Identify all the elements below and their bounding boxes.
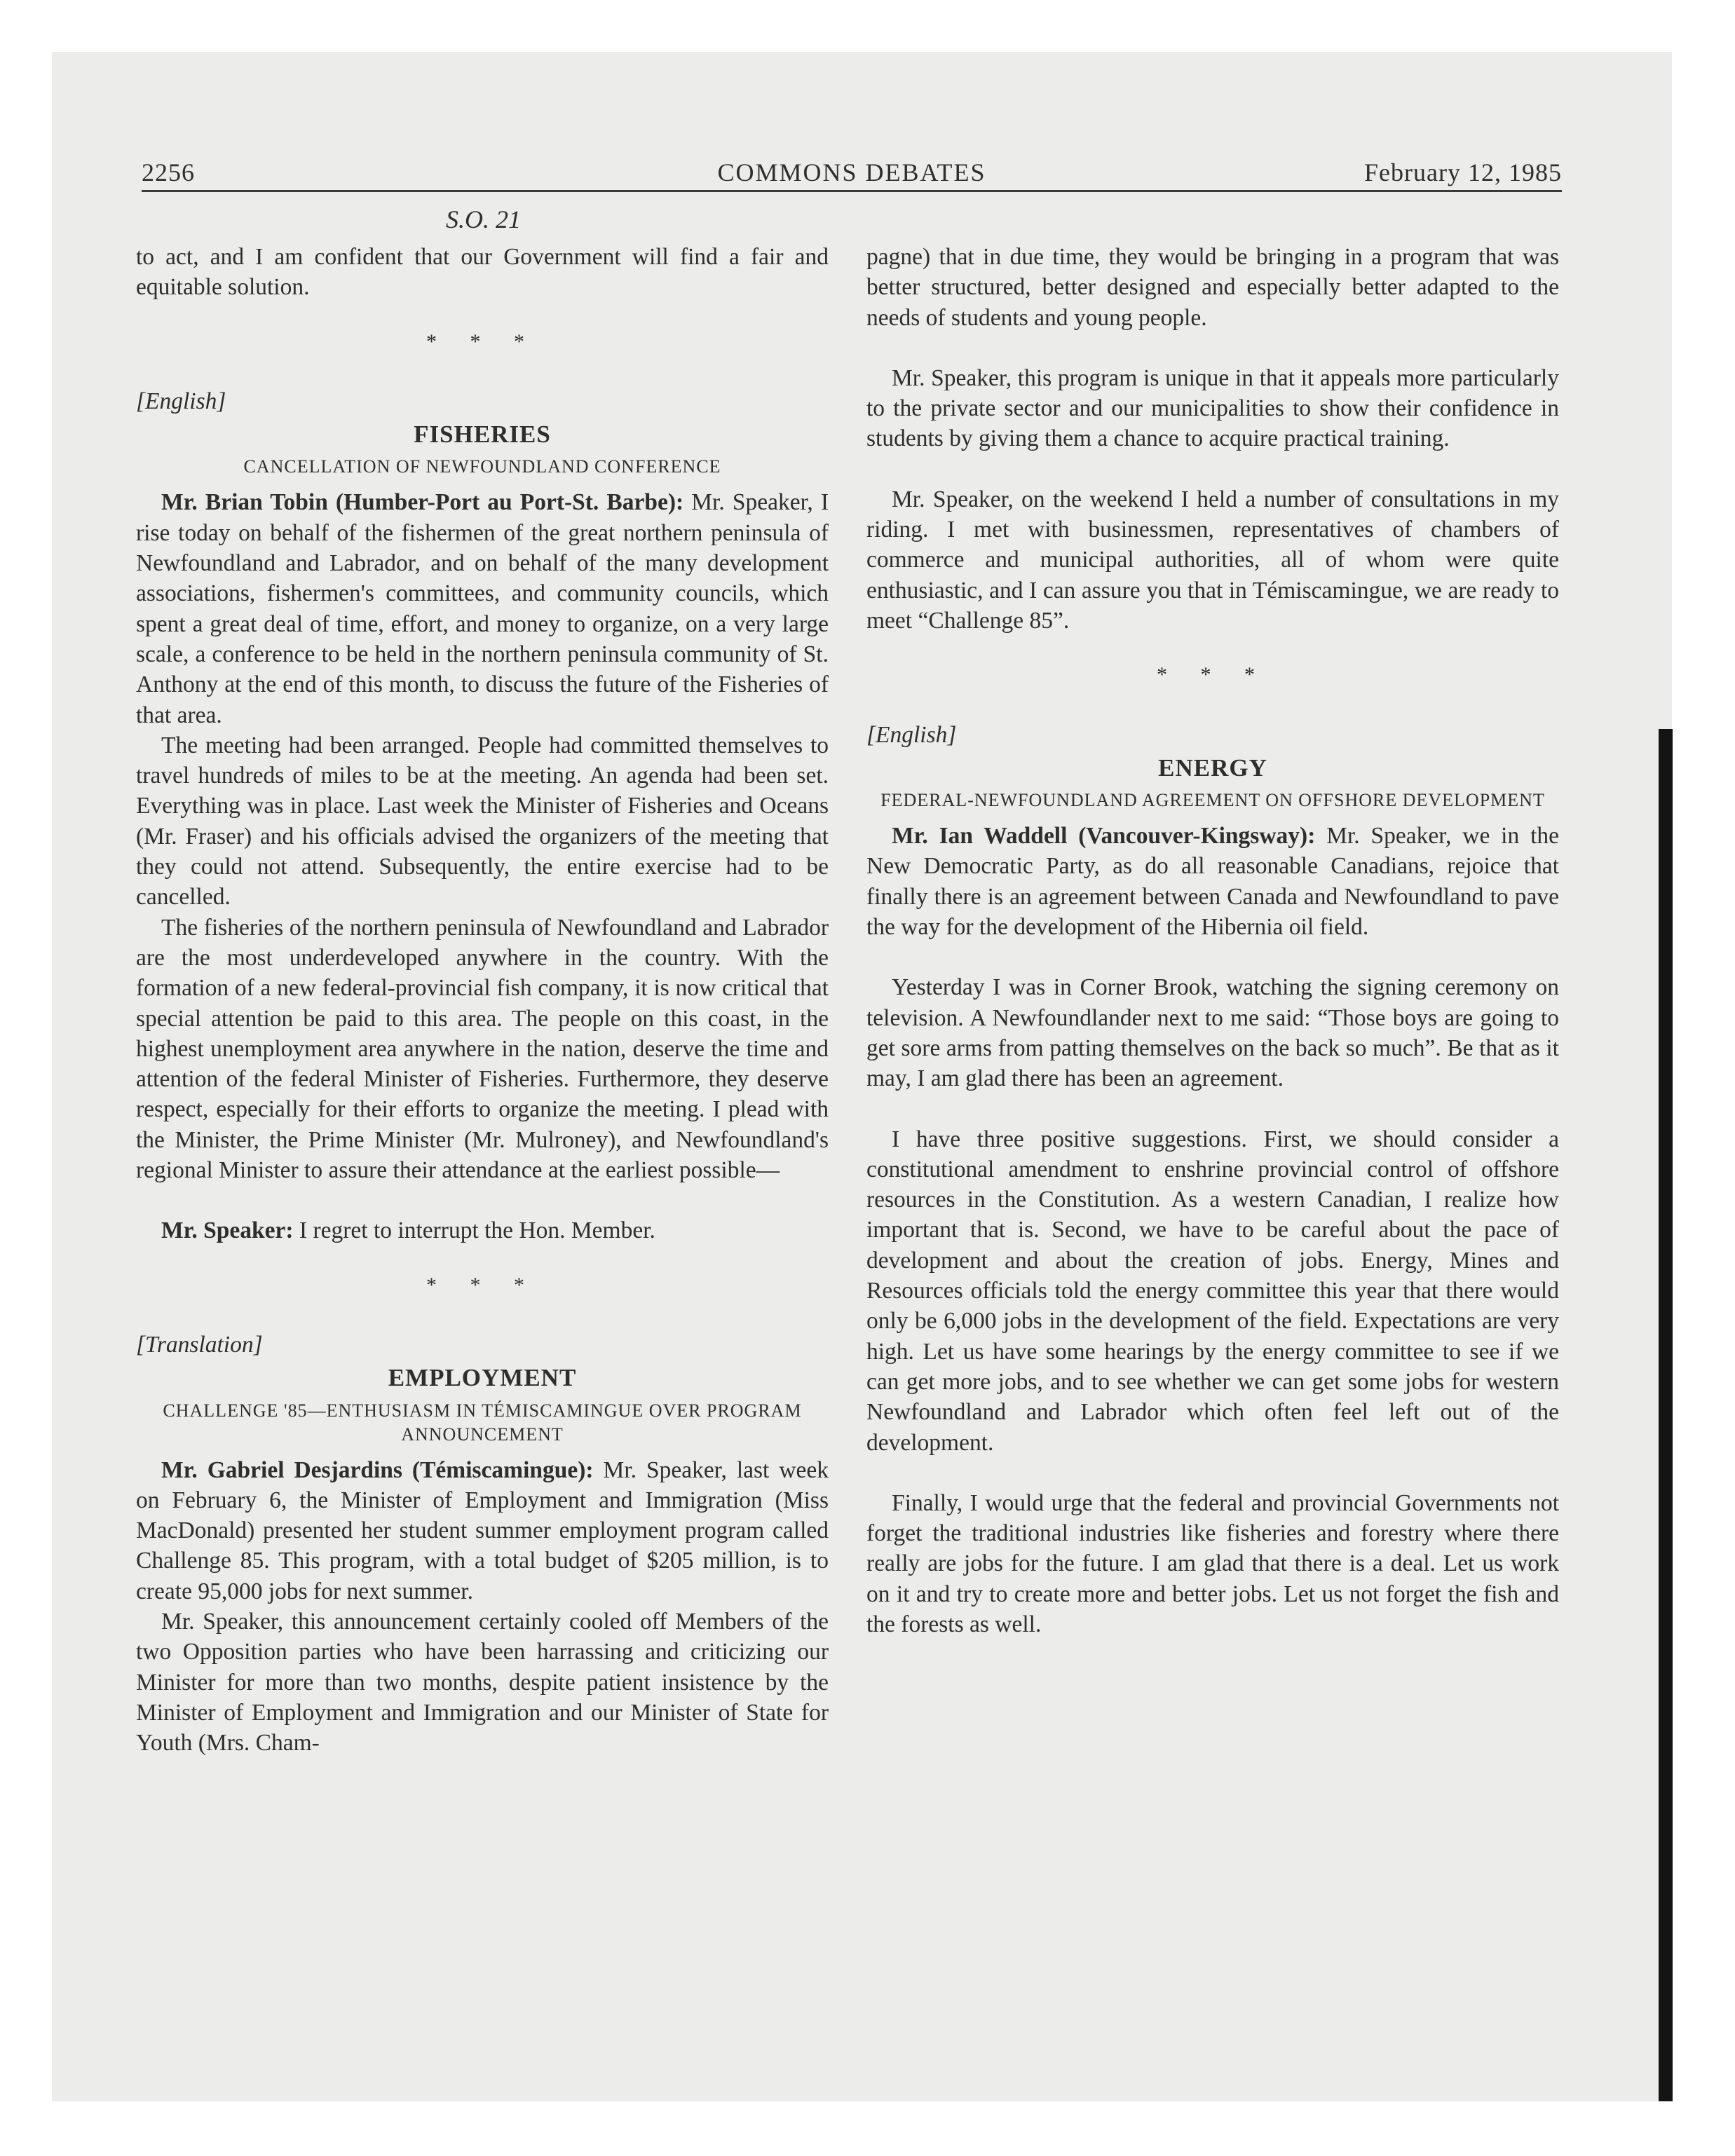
- language-marker: [English]: [136, 388, 226, 414]
- publication-title: COMMONS DEBATES: [717, 158, 986, 186]
- speaker-name: Mr. Speaker:: [161, 1217, 294, 1244]
- paragraph: Mr. Speaker, this program is unique in that it appeals more particularly to the private sector and our municipalities to show their confidence in students by giving them a chance to acquire practical training.: [866, 364, 1559, 452]
- language-marker: [Translation]: [136, 1331, 263, 1358]
- paragraph: Yesterday I was in Corner Brook, watching the signing ceremony on television. A Newfoundlander next to me said: “Those boys are going to get sore arms from patting themselves on the back so much”. Be that as it may, I am glad there has been an agreement.: [866, 974, 1559, 1092]
- section-subheading: FEDERAL-NEWFOUNDLAND AGREEMENT ON OFFSHORE DEVELOPMENT: [880, 790, 1545, 811]
- paragraph: Finally, I would urge that the federal and provincial Governments not forget the traditional industries like fisheries and forestry where there really are jobs for the future. I am glad that there is a deal. Let us work on it and try to create more and better jobs. Let us not forget the fish and the forests as well.: [866, 1489, 1559, 1637]
- left-column: [136, 242, 829, 1758]
- paragraph-text: Mr. Speaker, I rise today on behalf of the fishermen of the great northern peninsula of Newfoundland and Labrador, and on behalf of the many development associations, fishermen's committees, and community councils, which spent a great deal of time, effort, and money to organize, on a very large scale, a conference to be held in the northern peninsula community of St. Anthony at the end of this month, to discuss the future of the Fisheries of that area.: [136, 489, 829, 728]
- paragraph: The meeting had been arranged. People had committed themselves to travel hundreds of miles to be at the meeting. An agenda had been set. Everything was in place. Last week the Minister of Fisheries and Oceans (Mr. Fraser) and his officials advised the organizers of the meeting that they could not attend. Subsequently, the entire exercise had to be cancelled.: [136, 732, 829, 910]
- section-heading: EMPLOYMENT: [388, 1364, 577, 1392]
- paragraph: to act, and I am confident that our Government will find a fair and equitable solution.: [136, 244, 829, 301]
- section-subheading: CHALLENGE '85—ENTHUSIASM IN TÉMISCAMINGUE OVER PROGRAM ANNOUNCEMENT: [163, 1400, 802, 1445]
- paragraph: I have three positive suggestions. First, we should consider a constitutional amendment to enshrine provincial control of offshore resources in the Constitution. As a western Canadian, I realize how important that is. Second, we have to be careful about the pace of development and about the creation of jobs. Energy, Mines and Resources officials told the energy committee this year that there would only be 6,000 jobs in the development of the field. Expectations are very high. Let us have some hearings by the energy committee to see if we can get more jobs, and to see whether we can get some jobs for western Newfoundland and Labrador which often feel left out of the development.: [866, 1126, 1559, 1456]
- right-column: [866, 242, 1559, 1639]
- language-marker: [English]: [866, 721, 957, 748]
- section-heading: ENERGY: [1158, 753, 1267, 782]
- standing-order-label: S.O. 21: [446, 205, 521, 233]
- paragraph: The fisheries of the northern peninsula of Newfoundland and Labrador are the most underdeveloped anywhere in the country. With the formation of a new federal-provincial fish company, it is now critical that special attention be paid to this area. The people on this coast, in the highest unemployment area anywhere in the nation, deserve the time and attention of the federal Minister of Fisheries. Furthermore, they deserve respect, especially for their efforts to organize the meeting. I plead with the Minister, the Prime Minister (Mr. Mulroney), and Newfoundland's regional Minister to assure their attendance at the earliest possible—: [136, 914, 829, 1184]
- header-rule: [142, 190, 1562, 192]
- section-separator: * * *: [1157, 663, 1269, 687]
- paragraph: [136, 1215, 829, 1246]
- section-separator: * * *: [426, 329, 538, 353]
- publication-date: February 12, 1985: [1364, 158, 1562, 186]
- paragraph: Mr. Speaker, this announcement certainly cooled off Members of the two Opposition parties who have been harrassing and criticizing our Minister for more than two months, despite patient insistence by the Minister of Employment and Immigration and our Minister of State for Youth (Mrs. Cham-: [136, 1608, 829, 1756]
- scan-edge-shadow: [1659, 729, 1673, 2101]
- paragraph: pagne) that in due time, they would be bringing in a program that was better structured, better designed and especially better adapted to the needs of students and young people.: [866, 244, 1559, 331]
- paragraph-text: I regret to interrupt the Hon. Member.: [293, 1217, 655, 1244]
- speaker-name: Mr. Brian Tobin (Humber-Port au Port-St. Barbe):: [161, 489, 684, 516]
- paragraph-text: Mr. Speaker, we in the New Democratic Party, as do all reasonable Canadians, rejoice that finally there is an agreement between Canada and Newfoundland to pave the way for the development of the Hibernia oil field.: [866, 823, 1559, 941]
- section-separator: * * *: [426, 1273, 538, 1297]
- paragraph: [136, 487, 829, 730]
- section-subheading: CANCELLATION OF NEWFOUNDLAND CONFERENCE: [243, 456, 721, 477]
- paragraph: [136, 1455, 829, 1606]
- paragraph: [866, 821, 1559, 942]
- speaker-name: Mr. Gabriel Desjardins (Témiscamingue):: [161, 1456, 594, 1483]
- page-header: [142, 158, 1562, 193]
- paragraph-text: Mr. Speaker, last week on February 6, the Minister of Employment and Immigration (Miss MacDonald) presented her student summer employment program called Challenge 85. This program, with a total budget of $205 million, is to create 95,000 jobs for next summer.: [136, 1456, 829, 1604]
- section-heading: FISHERIES: [414, 421, 551, 449]
- page-number: 2256: [142, 158, 195, 186]
- paragraph: Mr. Speaker, on the weekend I held a number of consultations in my riding. I met with businessmen, representatives of chambers of commerce and municipal authorities, all of whom were quite enthusiastic, and I can assure you that in Témiscamingue, we are ready to meet “Challenge 85”.: [866, 486, 1559, 634]
- speaker-name: Mr. Ian Waddell (Vancouver-Kingsway):: [892, 823, 1316, 850]
